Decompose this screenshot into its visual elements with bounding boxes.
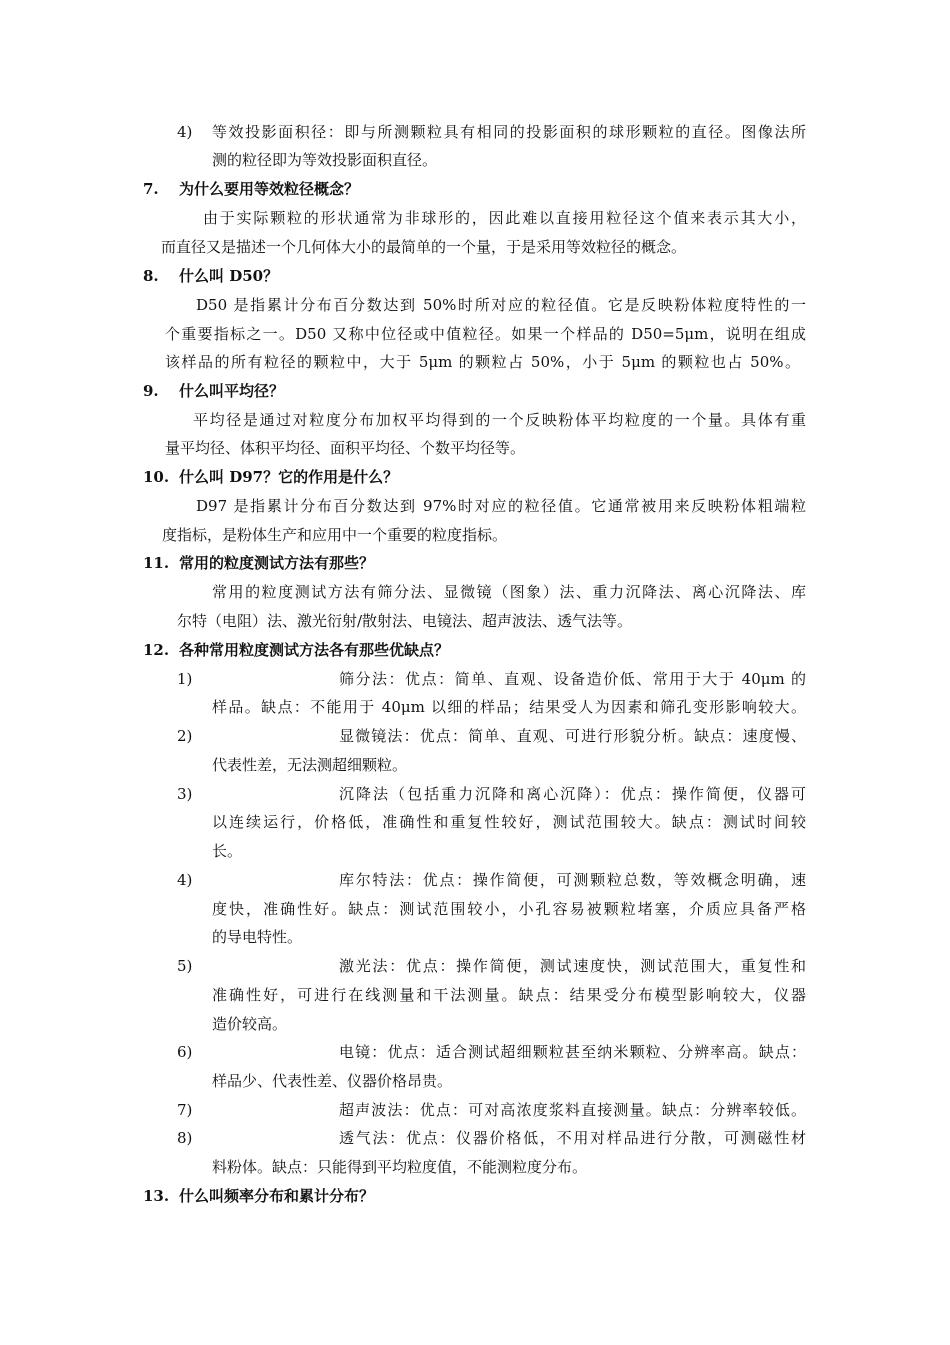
list-item-text: 造价较高。 <box>212 1015 288 1033</box>
list-item-number: 5) <box>177 957 193 975</box>
list-item-text: 激光法：优点：操作简便，测试速度快，测试范围大，重复性和 <box>339 957 806 975</box>
heading-number: 8. <box>143 267 159 285</box>
heading-text: 常用的粒度测试方法有那些？ <box>179 554 375 572</box>
paragraph-line: D50 是指累计分布百分数达到 50%时所对应的粒径值。它是反映粉体粒度特性的一 <box>196 296 806 314</box>
list-item-text: 样品少、代表性差、仪器价格昂贵。 <box>212 1072 453 1090</box>
list-item-text: 料粉体。缺点：只能得到平均粒度值，不能测粒度分布。 <box>212 1158 588 1176</box>
list-item-text: 样品。缺点：不能用于 40μm 以细的样品；结果受人为因素和筛孔变形影响较大。 <box>212 698 806 716</box>
heading-text: 为什么要用等效粒径概念？ <box>179 180 360 198</box>
list-item-text: 的导电特性。 <box>212 928 303 946</box>
heading-number: 7. <box>143 180 159 198</box>
list-item-number: 3) <box>177 785 193 803</box>
paragraph-line: D97 是指累计分布百分数达到 97%时对应的粒径值。它通常被用来反映粉体粗端粒 <box>196 497 806 515</box>
list-item-number: 7) <box>177 1101 193 1119</box>
list-item-number: 6) <box>177 1043 193 1061</box>
paragraph-line: 个重要指标之一。D50 又称中位径或中值粒径。如果一个样品的 D50=5μm，说明在组成 <box>165 325 806 343</box>
list-item-number: 4) <box>177 871 193 889</box>
list-item-text: 以连续运行，价格低，准确性和重复性较好，测试范围较大。缺点：测试时间较 <box>212 813 806 831</box>
heading-text: 什么叫频率分布和累计分布？ <box>179 1187 375 1205</box>
paragraph-line: 常用的粒度测试方法有筛分法、显微镜（图象）法、重力沉降法、离心沉降法、库 <box>212 583 806 601</box>
heading-text: 什么叫 D50？ <box>179 267 279 285</box>
paragraph-line: 该样品的所有粒径的颗粒中，大于 5μm 的颗粒占 50%，小于 5μm 的颗粒也占 50%。 <box>165 353 800 371</box>
list-item-number: 1) <box>177 670 193 688</box>
heading-number: 12. <box>143 641 170 659</box>
heading-number: 9. <box>143 382 159 400</box>
list-item-text: 电镜：优点：适合测试超细颗粒甚至纳米颗粒、分辨率高。缺点： <box>339 1043 806 1061</box>
list-item-text: 显微镜法：优点：简单、直观、可进行形貌分析。缺点：速度慢、 <box>339 727 806 745</box>
paragraph-line: 量平均径、体积平均径、面积平均径、个数平均径等。 <box>165 439 526 457</box>
list-item-text: 透气法：优点：仪器价格低，不用对样品进行分散，可测磁性材 <box>339 1129 806 1147</box>
heading-text: 什么叫 D97？它的作用是什么？ <box>179 468 399 486</box>
list-item-text: 等效投影面积径：即与所测颗粒具有相同的投影面积的球形颗粒的直径。图像法所 <box>212 123 806 141</box>
heading-text: 什么叫平均径？ <box>179 382 285 400</box>
list-item-number: 2) <box>177 727 193 745</box>
paragraph-line: 而直径又是描述一个几何体大小的最简单的一个量，于是采用等效粒径的概念。 <box>161 238 687 256</box>
heading-text: 各种常用粒度测试方法各有那些优缺点？ <box>179 641 450 659</box>
list-item-number: 4) <box>177 123 193 141</box>
paragraph-line: 尔特（电阻）法、激光衍射/散射法、电镜法、超声波法、透气法等。 <box>177 612 633 630</box>
list-item-text: 测的粒径即为等效投影面积直径。 <box>212 151 438 169</box>
list-item-text: 长。 <box>212 842 243 860</box>
list-item-text: 代表性差，无法测超细颗粒。 <box>212 756 408 774</box>
list-item-text: 度快，准确性好。缺点：测试范围较小，小孔容易被颗粒堵塞，介质应具备严格 <box>212 900 806 918</box>
heading-number: 11. <box>143 554 170 572</box>
list-item-text: 库尔特法：优点：操作简便，可测颗粒总数，等效概念明确，速 <box>339 871 806 889</box>
list-item-text: 准确性好，可进行在线测量和干法测量。缺点：结果受分布模型影响较大，仪器 <box>212 986 806 1004</box>
paragraph-line: 度指标，是粉体生产和应用中一个重要的粒度指标。 <box>162 526 508 544</box>
list-item-text: 筛分法：优点：简单、直观、设备造价低、常用于大于 40μm 的 <box>339 670 806 688</box>
list-item-text: 沉降法（包括重力沉降和离心沉降）：优点：操作简便，仪器可 <box>339 785 806 803</box>
list-item-text: 超声波法：优点：可对高浓度浆料直接测量。缺点：分辨率较低。 <box>339 1101 806 1119</box>
heading-number: 10. <box>143 468 170 486</box>
paragraph-line: 由于实际颗粒的形状通常为非球形的，因此难以直接用粒径这个值来表示其大小， <box>203 209 806 227</box>
list-item-number: 8) <box>177 1129 193 1147</box>
heading-number: 13. <box>143 1187 170 1205</box>
paragraph-line: 平均径是通过对粒度分布加权平均得到的一个反映粉体平均粒度的一个量。具体有重 <box>193 411 806 429</box>
